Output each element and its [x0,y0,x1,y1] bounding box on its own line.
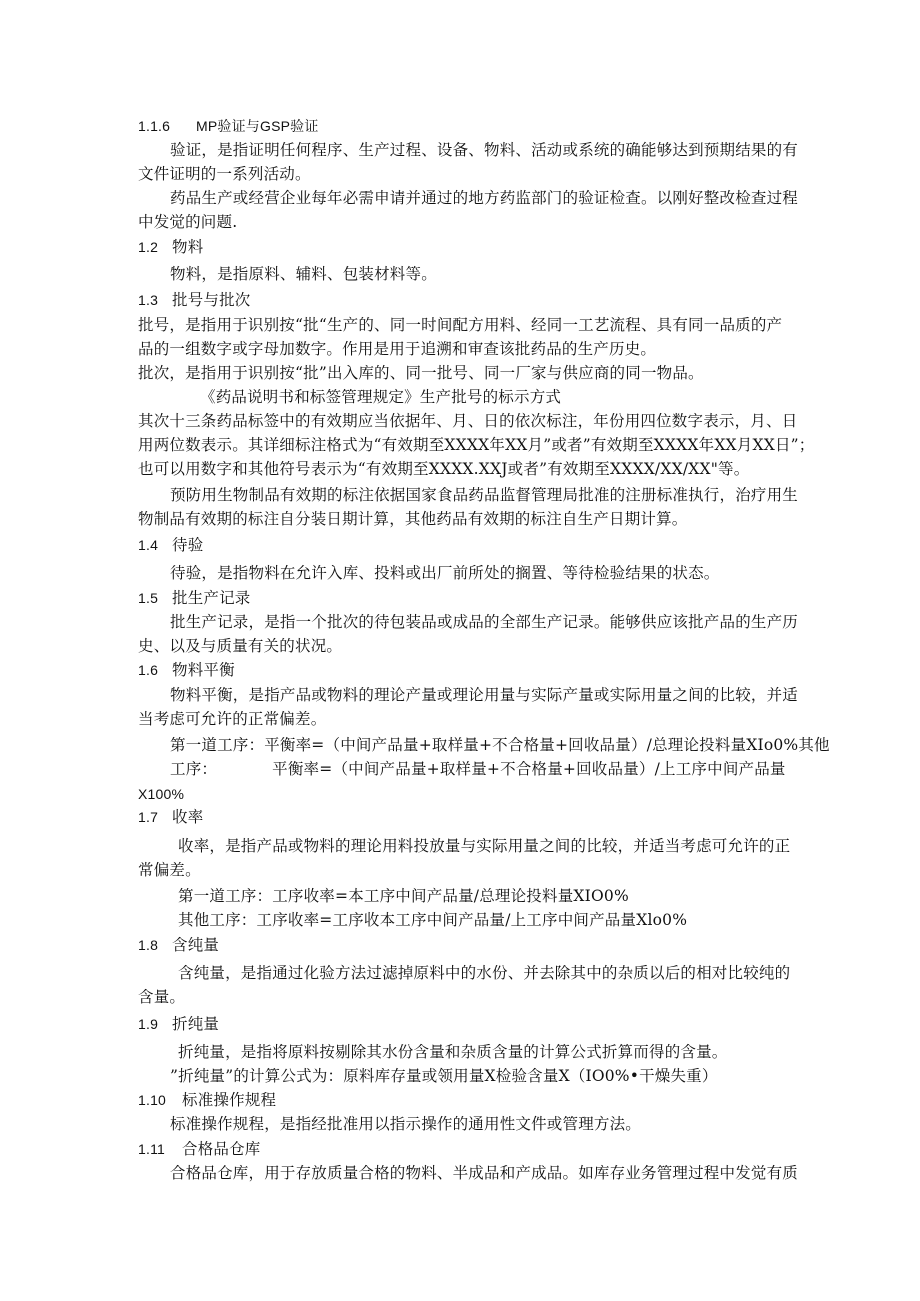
section-number: 1.7 [138,809,159,825]
paragraph-line: 物料，是指原料、辅料、包装材料等。 [170,265,437,283]
section-heading [138,805,203,829]
paragraph-line: 文件证明的一系列活动。 [138,165,311,183]
section-number: 1.3 [138,292,159,308]
paragraph-line: 物制品有效期的标注自分装日期计算，其他药品有效期的标注自生产日期计算。 [138,510,688,528]
paragraph-line: 物料平衡，是指产品或物料的理论产量或理论用量与实际产量或实际用量之间的比较，并适 [170,686,799,704]
section-number: 1.4 [138,537,159,553]
section-title: 标准操作规程 [182,1091,277,1109]
paragraph-line: 合格品仓库，用于存放质量合格的物料、半成品和产成品。如库存业务管理过程中发觉有质 [170,1164,799,1182]
paragraph-line: 预防用生物制品有效期的标注依据国家食品药品监督管理局批准的注册标准执行，治疗用生 [170,486,799,504]
section-heading [138,288,251,312]
paragraph-line: 标准操作规程，是指经批准用以指示操作的通用性文件或管理方法。 [170,1115,642,1133]
paragraph-line: 收率，是指产品或物料的理论用料投放量与实际用量之间的比较，并适当考虑可允许的正 [178,837,791,855]
paragraph-line: 常偏差。 [138,861,201,879]
section-heading [138,1012,219,1036]
formula-line: 第一道工序：工序收率=本工序中间产品量/总理论投料量XIO0% [178,887,629,905]
section-heading [138,533,203,557]
section-heading [138,1137,261,1161]
section-number: 1.2 [138,239,159,255]
section-title: 物料 [172,238,204,256]
formula-line: ”折纯量”的计算公式为：原料库存量或领用量X检验含量X（IO0%•干燥失重） [170,1067,718,1085]
paragraph-line: 《药品说明书和标签管理规定》生产批号的标示方式 [200,388,562,406]
paragraph-line: 用两位数表示。其详细标注格式为“有效期至XXXX年XX月”或者”有效期至XXXX年XX月XX日”； [138,436,815,454]
formula-line: 工序： 平衡率=（中间产品量+取样量+不合格量+回收品量）/上工序中间产品量 [170,760,786,778]
paragraph-line: 药品生产或经营企业每年必需申请并通过的地方药监部门的验证检查。以刚好整改检查过程 [170,189,799,207]
section-number: 1.10 [138,1092,167,1108]
paragraph-line: 中发觉的问题. [138,213,238,231]
paragraph-line: 史、以及与质量有关的状况。 [138,637,343,655]
section-number: 1.5 [138,590,159,606]
paragraph-line: 含量。 [138,988,186,1006]
section-title: 批生产记录 [172,589,251,607]
section-title: MP验证与GSP验证 [196,118,319,134]
section-title: 物料平衡 [172,661,235,679]
paragraph-line: 批号，是指用于识别按“批“生产的、同一时间配方用料、经同一工艺流程、具有同一品质的产 [138,316,783,334]
section-heading [138,1088,276,1112]
section-heading [138,114,319,138]
section-title: 待验 [172,536,204,554]
paragraph-line: 验证，是指证明任何程序、生产过程、设备、物料、活动或系统的确能够达到预期结果的有 [170,141,799,159]
paragraph-line: 其次十三条药品标签中的有效期应当依据年、月、日的依次标注，年份用四位数字表示，月、日 [138,412,798,430]
section-title: 含纯量 [172,936,220,954]
paragraph-line: 待验，是指物料在允许入库、投料或出厂前所处的搁置、等待检验结果的状态。 [170,564,720,582]
section-title: 折纯量 [172,1015,220,1033]
section-title: 收率 [172,808,204,826]
section-number: 1.1.6 [138,118,171,134]
section-number: 1.9 [138,1016,159,1032]
section-heading [138,235,203,259]
section-heading [138,586,251,610]
paragraph-line: 品的一组数字或字母加数字。作用是用于追溯和审查该批药品的生产历史。 [138,340,657,358]
section-heading [138,658,235,682]
paragraph-line: 批生产记录，是指一个批次的待包装品或成品的全部生产记录。能够供应该批产品的生产历 [170,613,799,631]
section-heading [138,933,219,957]
paragraph-line: 也可以用数字和其他符号表示为“有效期至XXXX.XXJ或者”有效期至XXXX/XX/XX"等。 [138,460,750,478]
section-number: 1.6 [138,662,159,678]
section-number: 1.8 [138,937,159,953]
paragraph-line: 折纯量，是指将原料按剔除其水份含量和杂质含量的计算公式折算而得的含量。 [178,1043,728,1061]
section-title: 合格品仓库 [182,1140,261,1158]
paragraph-line: 当考虑可允许的正常偏差。 [138,710,327,728]
formula-line: X100% [138,786,185,802]
formula-line: 第一道工序：平衡率=（中间产品量+取样量+不合格量+回收品量）/总理论投料量XIo0%其他 [170,736,830,754]
section-number: 1.11 [138,1141,166,1157]
section-title: 批号与批次 [172,291,251,309]
paragraph-line: 含纯量，是指通过化验方法过滤掉原料中的水份、并去除其中的杂质以后的相对比较纯的 [178,964,791,982]
formula-line: 其他工序：工序收率=工序收本工序中间产品量/上工序中间产品量Xlo0% [178,911,688,929]
paragraph-line: 批次，是指用于识别按“批”出入库的、同一批号、同一厂家与供应商的同一物品。 [138,364,704,382]
